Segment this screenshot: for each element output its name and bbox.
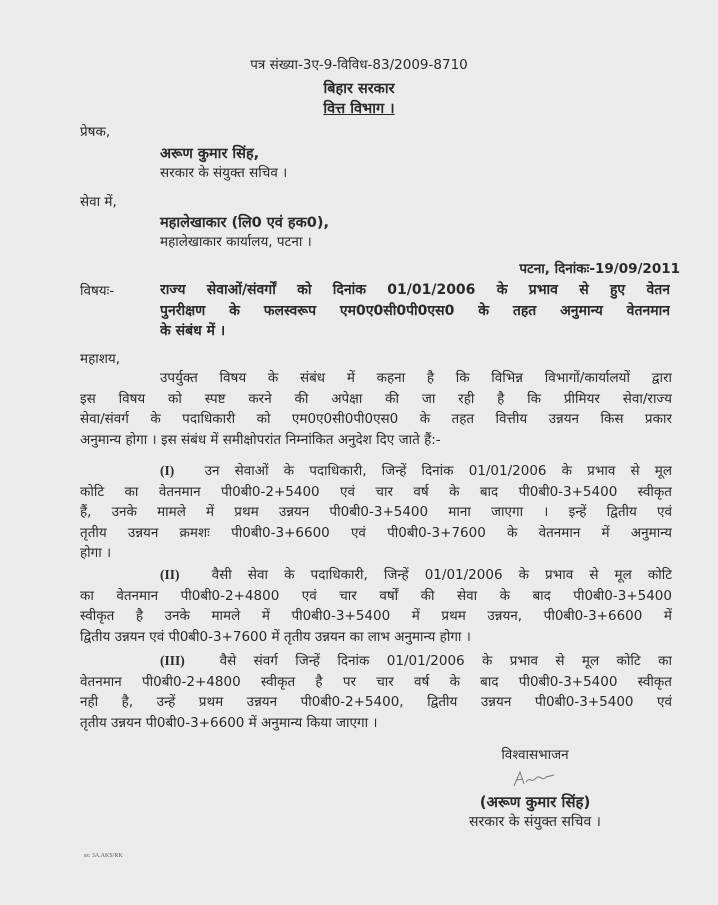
government-name: बिहार सरकार bbox=[323, 81, 395, 97]
closing-complimentary: विश्वासभाजन bbox=[501, 747, 569, 763]
point-1 bbox=[80, 461, 672, 564]
text-line: सेवा/संवर्ग के पदाधिकारी को एम0ए0सी0पी0एस0 के तहत वित्तीय उन्नयन किस प्रकार bbox=[80, 411, 672, 427]
point-text: वैसी सेवा के पदाधिकारी, जिन्हें 01/01/2006 के प्रभाव से मूल कोटि bbox=[211, 567, 672, 583]
intro-paragraph bbox=[80, 368, 672, 450]
department-name: वित्त विभाग । bbox=[323, 101, 395, 117]
text-line: कोटि का वेतनमान पी0बी0-2+5400 एवं चार वर्ष के बाद पी0बी0-3+5400 स्वीकृत bbox=[80, 483, 672, 500]
sender-label: प्रेषक, bbox=[80, 124, 111, 140]
text-line: वेतनमान पी0बी0-2+4800 स्वीकृत है पर चार वर्ष के बाद पी0बी0-3+5400 स्वीकृत bbox=[80, 673, 672, 690]
point-number: (II) bbox=[160, 567, 180, 582]
text-line bbox=[80, 461, 672, 482]
text-line: होगा । bbox=[80, 545, 112, 561]
closing-designation: सरकार के संयुक्त सचिव । bbox=[469, 814, 601, 830]
point-text: उन सेवाओं के पदाधिकारी, जिन्हें दिनांक 01/01/2006 के प्रभाव से मूल bbox=[204, 463, 672, 479]
point-2 bbox=[80, 565, 672, 647]
subject-label: विषयः- bbox=[80, 283, 115, 299]
text-line: नही है, उन्हें प्रथम उन्नयन पी0बी0-2+5400, द्वितीय उन्नयन पी0बी0-3+5400 एवं bbox=[80, 694, 672, 710]
text-line: का वेतनमान पी0बी0-2+4800 एवं चार वर्षों की सेवा के बाद पी0बी0-3+5400 bbox=[80, 587, 672, 604]
sender-name: अरूण कुमार सिंह, bbox=[160, 146, 260, 162]
point-number: (I) bbox=[160, 463, 175, 478]
handwritten-signature bbox=[510, 768, 560, 790]
text-line: तृतीय उन्नयन पी0बी0-3+6600 में अनुमान्य किया जाएगा । bbox=[80, 714, 378, 731]
text-line: राज्य सेवाओं/संवर्गों को दिनांक 01/01/2006 के प्रभाव से हुए वेतन bbox=[160, 282, 670, 298]
text-line: तृतीय उन्नयन क्रमशः पी0बी0-3+6600 एवं पी0बी0-3+7600 के वेतनमान में अनुमान्य bbox=[80, 524, 672, 541]
closing-name: (अरूण कुमार सिंह) bbox=[479, 793, 591, 811]
text-line: पुनरीक्षण के फलस्वरूप एम0ए0सी0पी0एस0 के तहत अनुमान्य वेतनमान bbox=[160, 302, 670, 319]
text-line bbox=[80, 651, 672, 672]
sender-designation: सरकार के संयुक्त सचिव । bbox=[160, 165, 288, 181]
recipient-name: महालेखाकार (लि0 एवं हक0), bbox=[160, 215, 329, 231]
point-number: (III) bbox=[160, 653, 185, 668]
place-date: पटना, दिनांकः-19/09/2011 bbox=[519, 261, 680, 277]
point-text: वैसे संवर्ग जिन्हें दिनांक 01/01/2006 के प्रभाव से मूल कोटि का bbox=[219, 653, 672, 669]
subject-text bbox=[160, 280, 670, 342]
text-line bbox=[80, 565, 672, 586]
text-line: इस विषय को स्पष्ट करने की अपेक्षा की जा रही है कि प्रीमियर सेवा/राज्य bbox=[80, 390, 672, 407]
text-line: स्वीकृत है उनके मामले में पी0बी0-3+5400 में प्रथम उन्नयन, पी0बी0-3+6600 में bbox=[80, 608, 672, 624]
text-line: द्वितीय उन्नयन एवं पी0बी0-3+7600 में तृतीय उन्नयन का लाभ अनुमान्य होगा । bbox=[80, 628, 471, 645]
point-3 bbox=[80, 651, 672, 733]
text-line: अनुमान्य होगा । इस संबंध में समीक्षोपरांत निम्नांकित अनुदेश दिए जाते हैं:- bbox=[80, 431, 441, 448]
recipient-label: सेवा में, bbox=[80, 194, 117, 210]
salutation: महाशय, bbox=[80, 351, 121, 367]
text-line: हैं, उनके मामले में प्रथम उन्नयन पी0बी0-3+5400 माना जाएगा । इन्हें द्वितीय एवं bbox=[80, 504, 672, 520]
text-line: उपर्युक्त विषय के संबंध में कहना है कि विभिन्न विभागों/कार्यालयों द्वारा bbox=[160, 370, 672, 386]
recipient-office: महालेखाकार कार्यालय, पटना । bbox=[160, 234, 312, 250]
letter-number: पत्र संख्या-3ए-9-विविध-83/2009-8710 bbox=[250, 57, 468, 73]
text-line: के संबंध में । bbox=[160, 323, 226, 339]
footer-code: ss: 3A.AKS/RK bbox=[84, 853, 123, 859]
